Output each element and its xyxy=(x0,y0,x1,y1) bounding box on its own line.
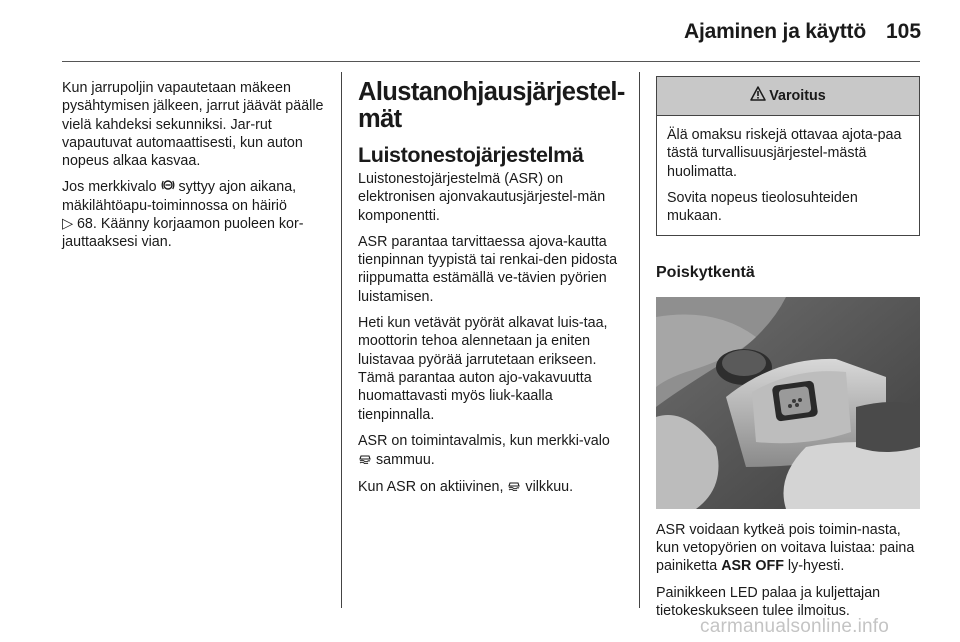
text: vilkkuu. xyxy=(525,479,574,496)
traction-control-light-icon xyxy=(507,477,521,496)
paragraph: Sovita nopeus tieolosuhteiden mukaan. xyxy=(667,189,858,225)
page-reference-link[interactable]: 68 xyxy=(76,216,93,233)
text: . Käänny korjaamon puoleen kor-jauttaaksesi vian. xyxy=(62,216,304,251)
text: ly-hyesti. xyxy=(787,558,845,575)
paragraph: Älä omaksu riskejä ottavaa ajota-paa tästä turvallisuusjärjestel-mästä huolimatta. xyxy=(667,127,902,180)
brake-warning-light-icon xyxy=(161,178,175,196)
text: ASR voidaan kytkeä pois toimin-nasta, kun vetopyörien on voitava luistaa: paina painiketta xyxy=(656,521,915,575)
text: Kun ASR on aktiivinen, xyxy=(358,479,504,496)
column-divider-1 xyxy=(341,72,342,608)
arrow-reference-icon: ▷ xyxy=(62,216,73,233)
column-2 xyxy=(358,78,625,505)
subsection-heading: Luistonestojärjestelmä xyxy=(358,143,584,167)
asr-off-button-photo xyxy=(656,297,920,509)
warning-box xyxy=(656,76,920,236)
warning-title: Varoitus xyxy=(769,87,826,104)
paragraph xyxy=(656,521,920,576)
column-1 xyxy=(62,79,324,260)
text: Jos merkkivalo xyxy=(62,179,157,196)
text: syttyy ajon aikana, mäkilähtöapu-toiminnossa on häiriö xyxy=(62,179,297,214)
warning-header xyxy=(657,77,919,116)
text: ASR on toimintavalmis, kun merkki-valo xyxy=(358,432,610,449)
watermark: carmanualsonline.info xyxy=(700,616,890,637)
paragraph: Heti kun vetävät pyörät alkavat luis-taa, moottorin tehoa alennetaan ja eniten luistavaa pyörää jarrutetaan erikseen. Tämä parantaa auton ajo-vakavuutta huomattavasti myös liuk-kaalla tienpinnalla. xyxy=(358,315,608,423)
paragraph: Kun jarrupoljin vapautetaan mäkeen pysähtymisen jälkeen, jarrut jäävät päälle vielä kahdeksi sekunniksi. Jar-rut vapautuvat automaattisesti, kun auton nopeus alkaa kasvaa. xyxy=(62,80,324,170)
traction-control-light-icon xyxy=(358,450,372,469)
paragraph: Luistonestojärjestelmä (ASR) on elektronisen ajonvakautusjärjestel-män komponentti. xyxy=(358,171,606,224)
column-divider-2 xyxy=(639,72,640,608)
text: sammuu. xyxy=(375,452,435,469)
paragraph xyxy=(358,477,622,496)
header-rule xyxy=(62,61,920,62)
warning-body xyxy=(657,116,919,235)
paragraph xyxy=(62,178,324,251)
button-label-emphasis: ASR OFF xyxy=(721,558,784,575)
paragraph xyxy=(358,432,622,470)
section-heading: Alustanohjausjärjestel-mät xyxy=(358,78,625,133)
warning-triangle-icon xyxy=(750,86,766,106)
paragraph: ASR parantaa tarvittaessa ajova-kautta tienpinnan tyypistä tai renkai-den pidosta riippumatta estämällä ve-tävien pyörien luistamisen. xyxy=(358,233,618,305)
page-number: 105 xyxy=(886,20,922,43)
header-title: Ajaminen ja käyttö xyxy=(684,20,866,43)
section-heading: Poiskytkentä xyxy=(656,264,755,282)
column-3 xyxy=(656,76,920,628)
paragraph: Painikkeen LED palaa ja kuljettajan tietokeskukseen tulee ilmoitus. xyxy=(656,584,881,619)
